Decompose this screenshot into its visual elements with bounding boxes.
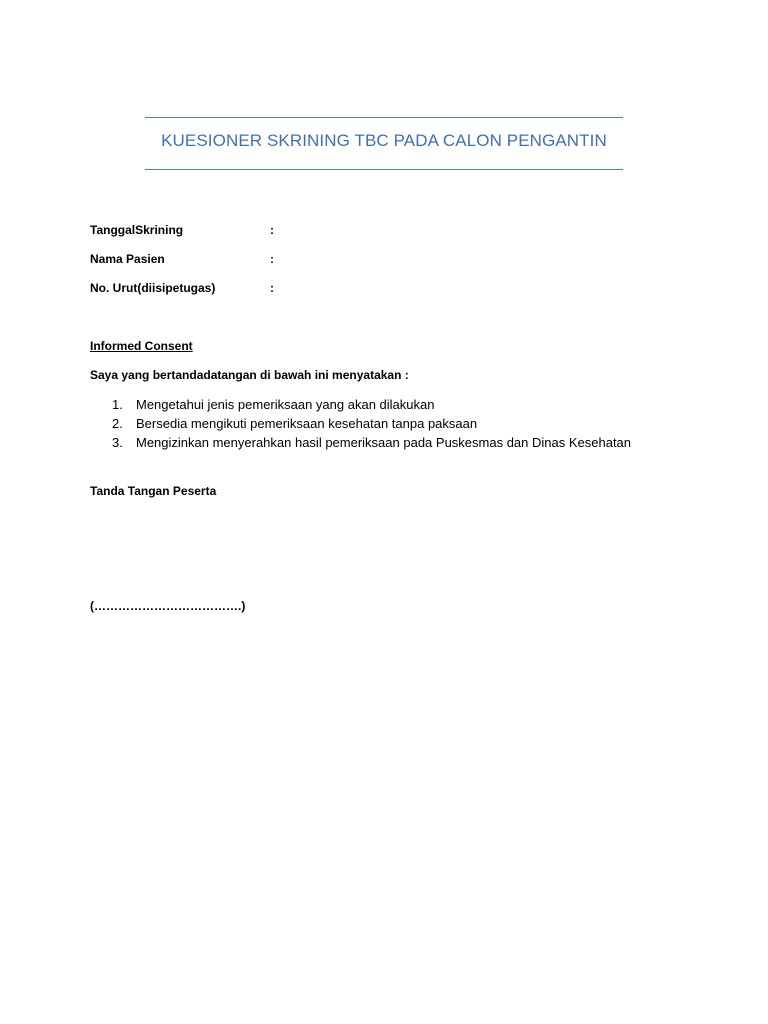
consent-heading: Informed Consent: [90, 339, 193, 353]
field-separator: :: [270, 223, 274, 237]
field-separator: :: [270, 281, 274, 295]
title-bottom-rule: [145, 169, 623, 170]
list-item-number: 1.: [112, 397, 123, 412]
document-title: KUESIONER SKRINING TBC PADA CALON PENGANTIN: [161, 131, 607, 150]
list-item-text: Bersedia mengikuti pemeriksaan kesehatan tanpa paksaan: [136, 416, 478, 431]
list-item-text: Mengizinkan menyerahkan hasil pemeriksaan pada Puskesmas dan Dinas Kesehatan: [136, 435, 632, 450]
consent-intro: Saya yang bertandadatangan di bawah ini menyatakan :: [90, 368, 409, 382]
field-label: Nama Pasien: [90, 252, 165, 266]
signature-line: (……………………………….): [90, 599, 246, 613]
list-item-text: Mengetahui jenis pemeriksaan yang akan dilakukan: [136, 397, 435, 412]
list-item-number: 3.: [112, 435, 123, 450]
field-separator: :: [270, 252, 274, 266]
title-top-rule: [145, 117, 623, 118]
signature-label: Tanda Tangan Peserta: [90, 484, 217, 498]
list-item-number: 2.: [112, 416, 123, 431]
field-label: TanggalSkrining: [90, 223, 184, 237]
field-label: No. Urut(diisipetugas): [90, 281, 216, 295]
